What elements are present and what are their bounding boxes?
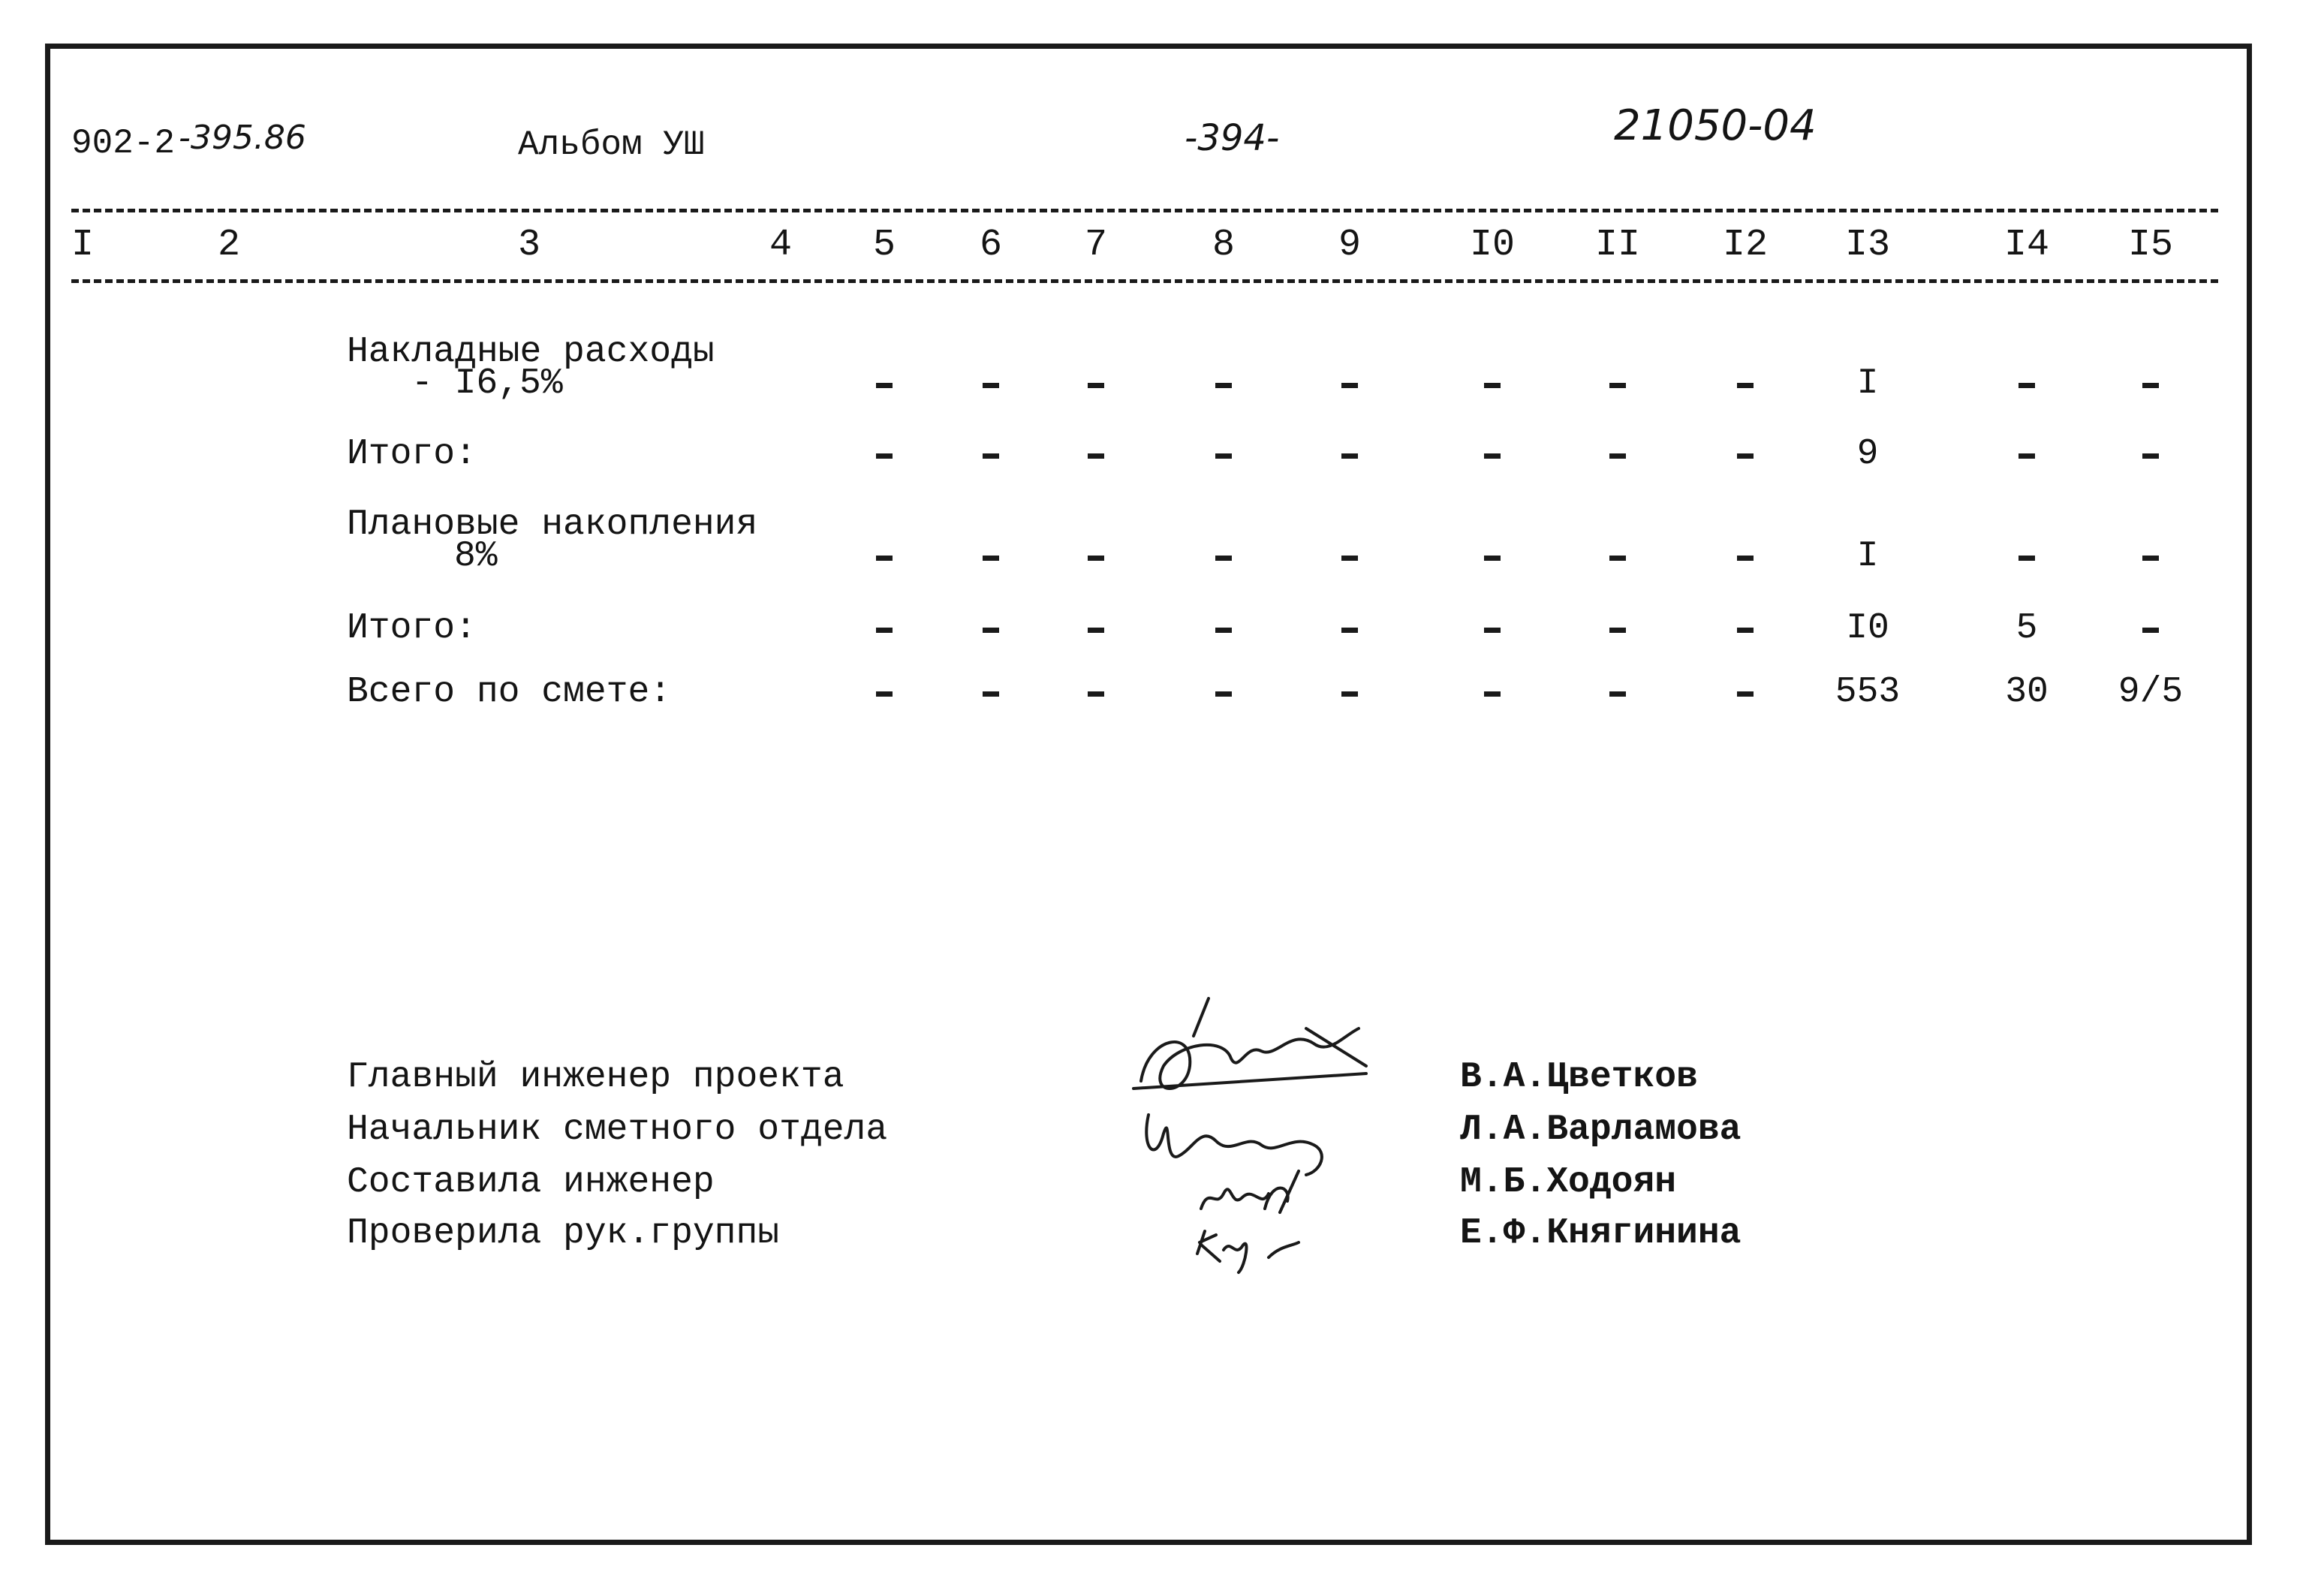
signatory-position: Составила инженер [347, 1162, 715, 1203]
empty-cell-dash [1484, 691, 1501, 697]
column-number-12: I2 [1722, 224, 1769, 267]
signature-knyagínina [1197, 1231, 1299, 1272]
signature-tsvetkov [1133, 998, 1366, 1089]
empty-cell-dash [1609, 383, 1626, 388]
empty-cell-dash [1484, 556, 1501, 561]
empty-cell-dash [1088, 628, 1104, 633]
column-number-15: I5 [2127, 224, 2174, 267]
row-label: Итого: [347, 434, 477, 474]
cell-c15-dash [2142, 383, 2159, 388]
empty-cell-dash [876, 556, 893, 561]
signatory-name: М.Б.Ходоян [1460, 1162, 1677, 1203]
header-rule-bottom [71, 279, 2218, 283]
empty-cell-dash [1737, 453, 1754, 459]
empty-cell-dash [1609, 628, 1626, 633]
empty-cell-dash [876, 628, 893, 633]
signatory-position: Проверила рук.группы [347, 1213, 780, 1254]
empty-cell-dash [983, 453, 999, 459]
page-frame [45, 44, 2252, 1545]
cell-c13: 553 [1835, 672, 1901, 712]
cell-c15-dash [2142, 628, 2159, 633]
row-label: Накладные расходы [347, 332, 715, 372]
empty-cell-dash [1341, 691, 1358, 697]
empty-cell-dash [1215, 556, 1232, 561]
cell-c14-dash [2019, 453, 2035, 459]
empty-cell-dash [1484, 628, 1501, 633]
empty-cell-dash [1341, 383, 1358, 388]
signatory-name: Л.А.Варламова [1460, 1110, 1742, 1150]
signature-khodoyan [1201, 1171, 1299, 1212]
signatory-name: В.А.Цветков [1460, 1057, 1698, 1098]
empty-cell-dash [876, 691, 893, 697]
column-number-10: I0 [1469, 224, 1516, 267]
empty-cell-dash [1341, 628, 1358, 633]
cell-c13: I0 [1846, 608, 1889, 649]
column-number-4: 4 [769, 224, 793, 267]
album-title: Альбом УШ [518, 125, 705, 164]
signature-varlamova [1146, 1115, 1322, 1175]
empty-cell-dash [1737, 691, 1754, 697]
empty-cell-dash [1215, 628, 1232, 633]
empty-cell-dash [1609, 453, 1626, 459]
empty-cell-dash [1609, 691, 1626, 697]
empty-cell-dash [1341, 453, 1358, 459]
cell-c15-dash [2142, 556, 2159, 561]
page-number: -394- [1185, 117, 1280, 159]
empty-cell-dash [983, 556, 999, 561]
empty-cell-dash [1737, 383, 1754, 388]
empty-cell-dash [1215, 383, 1232, 388]
cell-c13: I [1856, 536, 1879, 577]
signatory-position: Начальник сметного отдела [347, 1110, 888, 1150]
empty-cell-dash [1341, 556, 1358, 561]
empty-cell-dash [1609, 556, 1626, 561]
empty-cell-dash [876, 383, 893, 388]
empty-cell-dash [1215, 691, 1232, 697]
column-number-9: 9 [1338, 224, 1362, 267]
empty-cell-dash [1737, 556, 1754, 561]
row-label: Всего по смете: [347, 672, 672, 712]
column-number-1: I [71, 224, 95, 267]
column-number-14: I4 [2003, 224, 2050, 267]
column-number-5: 5 [872, 224, 896, 267]
cell-c15: 9/5 [2118, 672, 2184, 712]
handwritten-signatures [1118, 983, 1419, 1284]
column-number-11: II [1594, 224, 1641, 267]
doc-code-printed: 902-2 [71, 124, 176, 163]
row-label: Плановые накопления [347, 504, 758, 545]
empty-cell-dash [983, 691, 999, 697]
empty-cell-dash [1484, 453, 1501, 459]
empty-cell-dash [983, 383, 999, 388]
cell-c15-dash [2142, 453, 2159, 459]
row-label-rate: 8% [454, 536, 498, 577]
cell-c14: 5 [2015, 608, 2038, 649]
cell-c14-dash [2019, 556, 2035, 561]
header-rule-top [71, 209, 2218, 212]
doc-code-handwritten: -395.86 [179, 119, 306, 157]
column-number-3: 3 [517, 224, 541, 267]
empty-cell-dash [1088, 556, 1104, 561]
empty-cell-dash [1737, 628, 1754, 633]
column-number-7: 7 [1084, 224, 1108, 267]
cell-c14: 30 [2005, 672, 2049, 712]
empty-cell-dash [876, 453, 893, 459]
column-number-13: I3 [1844, 224, 1891, 267]
column-number-2: 2 [217, 224, 241, 267]
cell-c13: 9 [1856, 434, 1879, 474]
cell-c13: I [1856, 363, 1879, 404]
column-number-6: 6 [979, 224, 1003, 267]
empty-cell-dash [1484, 383, 1501, 388]
sheet-code: 21050-04 [1614, 101, 1817, 150]
empty-cell-dash [983, 628, 999, 633]
empty-cell-dash [1088, 691, 1104, 697]
empty-cell-dash [1088, 383, 1104, 388]
empty-cell-dash [1215, 453, 1232, 459]
cell-c14-dash [2019, 383, 2035, 388]
row-label: Итого: [347, 608, 477, 649]
signatory-name: Е.Ф.Княгинина [1460, 1213, 1742, 1254]
row-label-rate: - I6,5% [411, 363, 563, 404]
signatory-position: Главный инженер проекта [347, 1057, 844, 1098]
column-number-8: 8 [1212, 224, 1236, 267]
empty-cell-dash [1088, 453, 1104, 459]
